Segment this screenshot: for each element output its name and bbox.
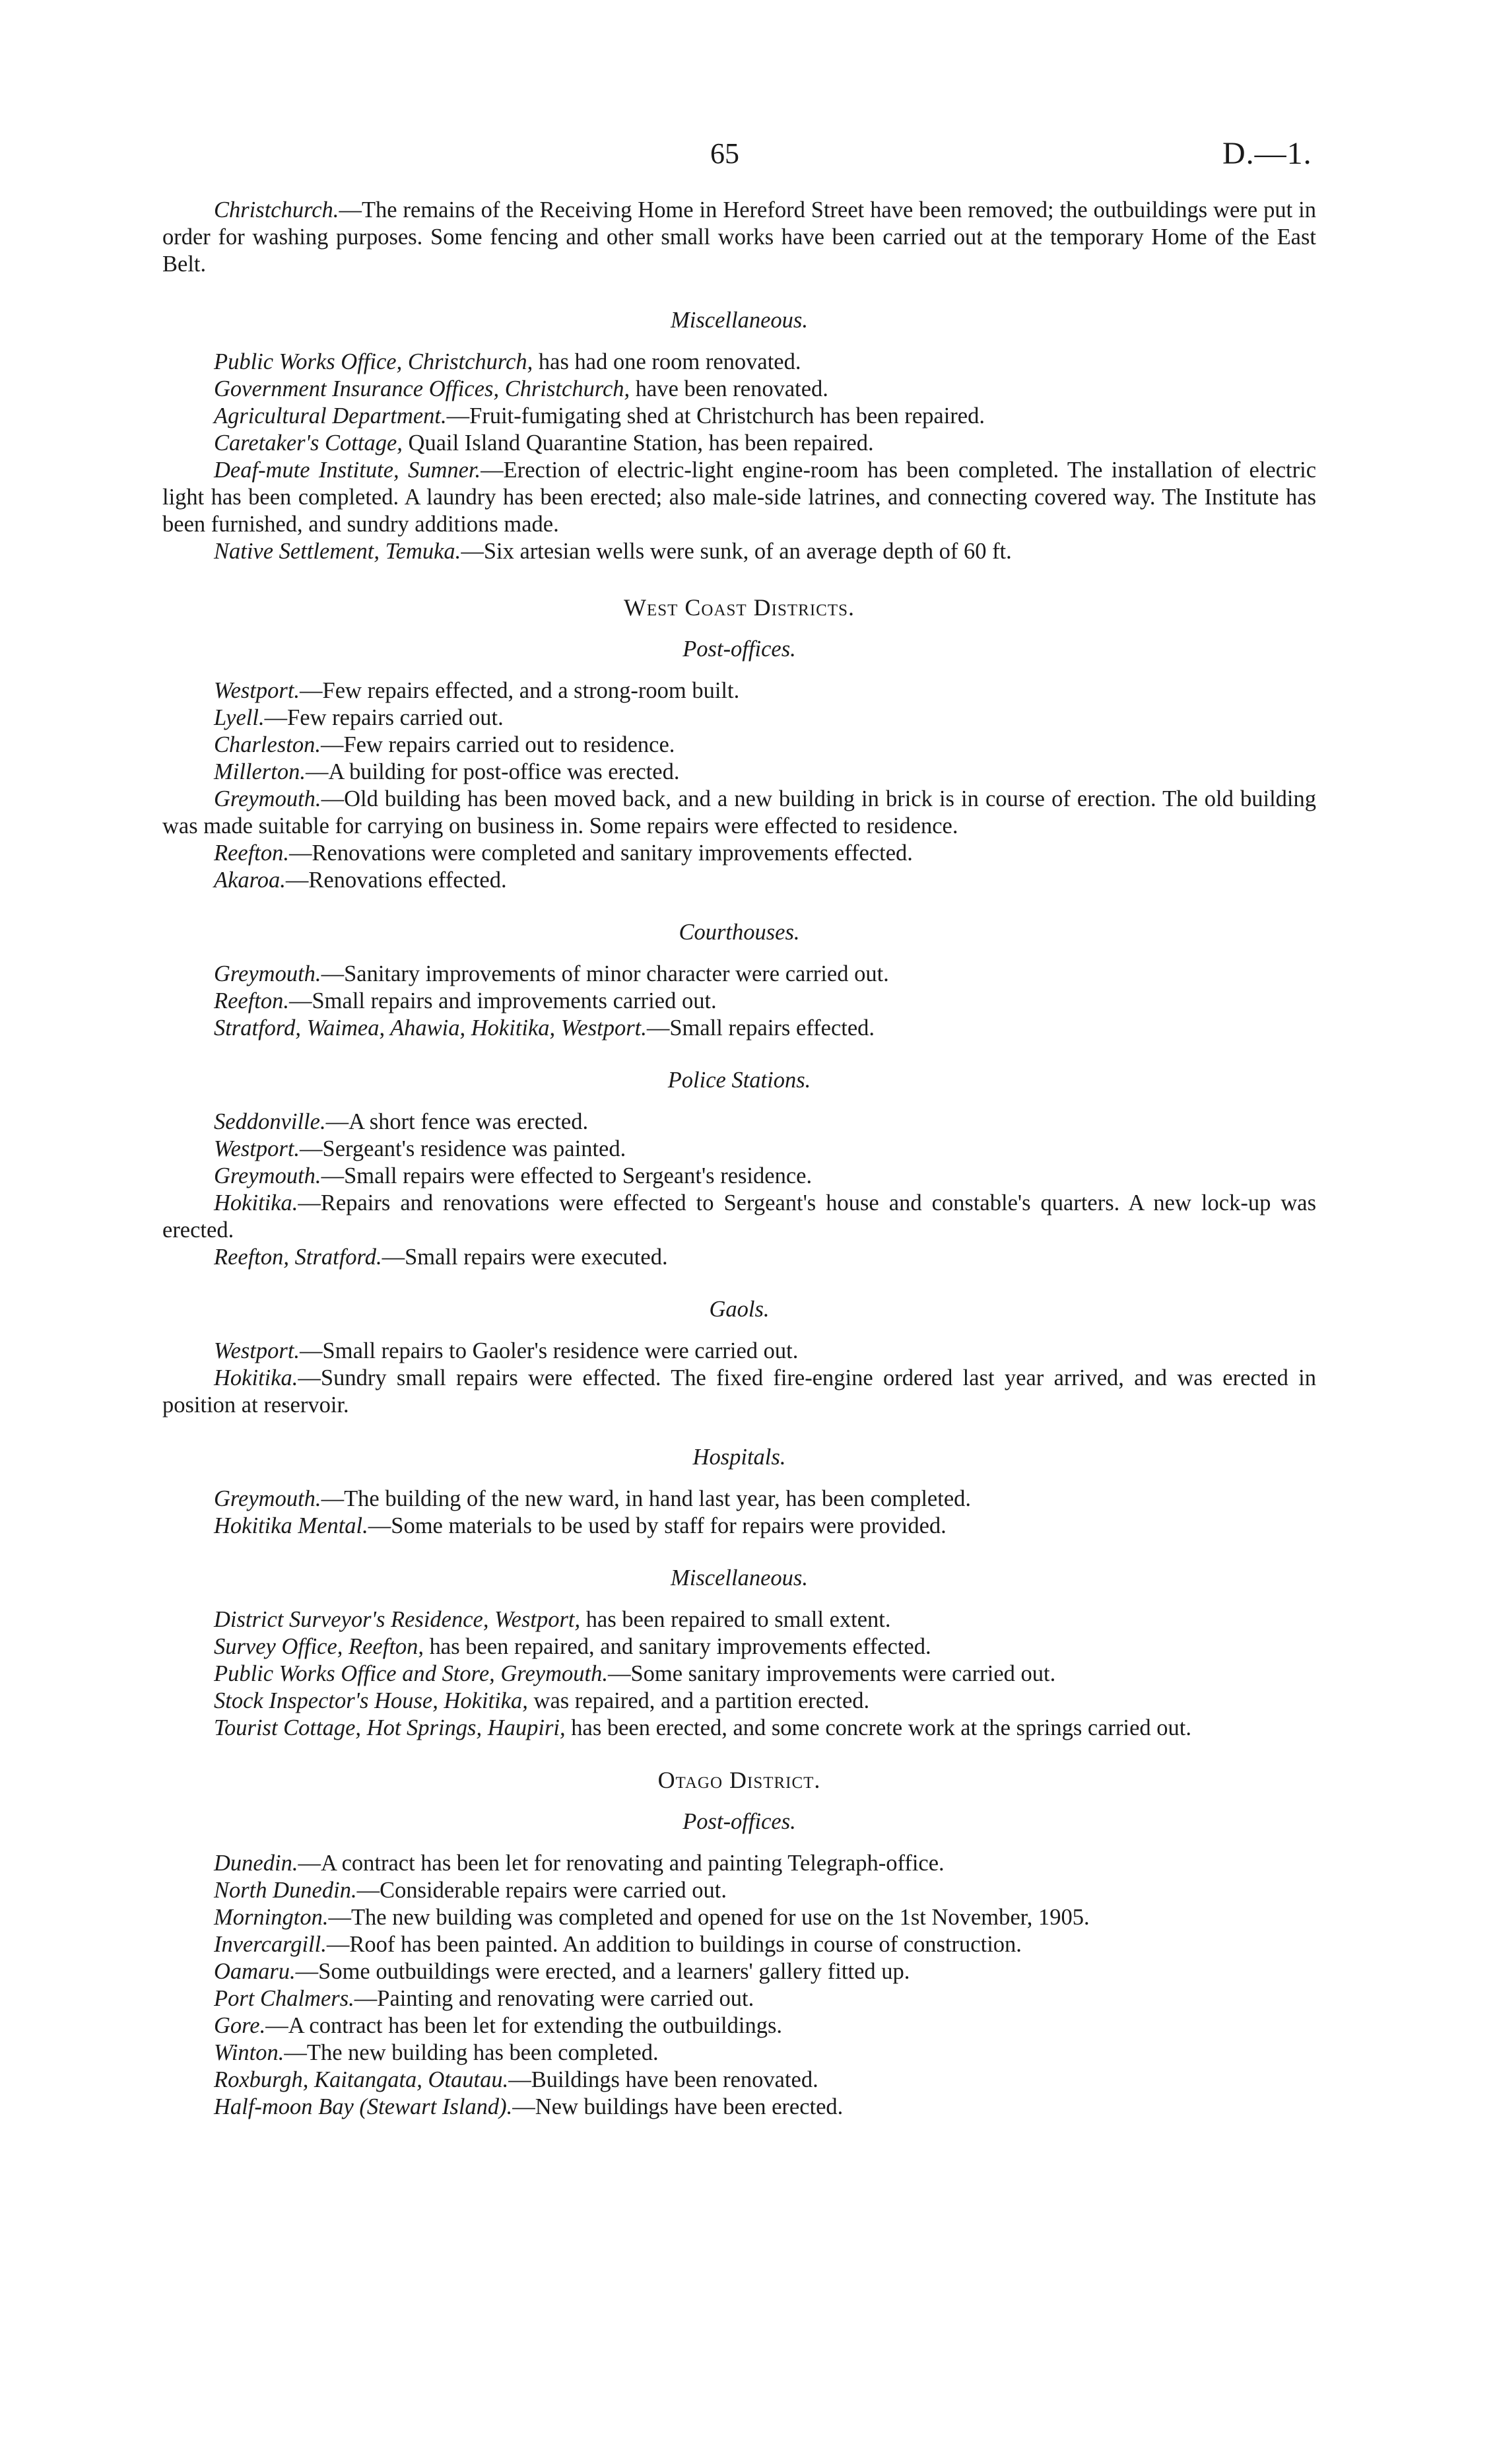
list-item — [162, 677, 1316, 704]
section-heading-hospitals: Hospitals. — [692, 1445, 786, 1470]
place-name: Oamaru. — [214, 1959, 296, 1984]
list-item — [162, 840, 1316, 867]
item-text: has had one room renovated. — [533, 349, 801, 374]
list-item — [162, 376, 1316, 403]
list-item — [162, 1486, 1316, 1513]
list-item — [162, 2094, 1316, 2121]
place-name: Westport. — [214, 678, 300, 703]
list-item — [162, 759, 1316, 786]
item-text: —Roof has been painted. An addition to buildings in course of construction. — [326, 1932, 1022, 1957]
list-item — [162, 988, 1316, 1015]
item-text: —Some outbuildings were erected, and a learners' gallery fitted up. — [295, 1959, 910, 1984]
item-text: —New buildings have been erected. — [512, 2094, 844, 2119]
item-text: have been renovated. — [630, 376, 828, 401]
list-item — [162, 1958, 1316, 1985]
place-name: Akaroa. — [214, 868, 286, 893]
item-text: —Sanitary improvements of minor character were carried out. — [321, 961, 889, 986]
place-name: Mornington. — [214, 1905, 329, 1930]
page-reference: D.—1. — [1222, 136, 1312, 171]
paragraph-christchurch — [162, 197, 1316, 278]
list-item — [162, 704, 1316, 732]
list-item — [162, 1688, 1316, 1715]
item-text: —A building for post-office was erected. — [305, 759, 680, 784]
item-text: —Some sanitary improvements were carried out. — [607, 1661, 1056, 1686]
list-item — [162, 2012, 1316, 2039]
place-name: Reefton. — [214, 988, 289, 1013]
item-text: Quail Island Quarantine Station, has been repaired. — [402, 430, 874, 456]
item-text: —Erection of electric-light engine-room has been completed. The installation of electric light has been completed. A laundry has been erected; also male-side latrines, and connecting covered way. The Institute has been furnished, and sundry additions made. — [162, 458, 1317, 537]
list-item — [162, 786, 1316, 840]
place-name: Public Works Office and Store, Greymouth. — [214, 1661, 608, 1686]
item-text: —Renovations were completed and sanitary improvements effected. — [289, 840, 913, 866]
place-name: District Surveyor's Residence, Westport, — [214, 1607, 581, 1632]
list-item — [162, 1513, 1316, 1540]
place-name: Hokitika. — [214, 1190, 298, 1215]
item-text: —Sundry small repairs were effected. The fixed fire-engine ordered last year arrived, and was erected in position at reservoir. — [162, 1365, 1316, 1418]
list-item — [162, 1877, 1316, 1904]
place-name: Dunedin. — [214, 1851, 298, 1876]
item-text: —Renovations effected. — [285, 868, 507, 893]
item-text: —Few repairs effected, and a strong-room built. — [300, 678, 740, 703]
list-item — [162, 732, 1316, 759]
place-name: Charleston. — [214, 732, 321, 757]
place-name: Millerton. — [214, 759, 306, 784]
place-name: Public Works Office, Christchurch, — [214, 349, 533, 374]
place-name: Invercargill. — [214, 1932, 327, 1957]
list-item — [162, 1015, 1316, 1042]
list-item — [162, 1660, 1316, 1688]
list-item — [162, 349, 1316, 376]
item-text: —Repairs and renovations were effected to Sergeant's house and constable's quarters. A new lock-up was erected. — [162, 1190, 1316, 1243]
section-heading-police-stations: Police Stations. — [667, 1068, 811, 1093]
item-text: has been erected, and some concrete work at the springs carried out. — [565, 1715, 1191, 1740]
place-name: Deaf-mute Institute, Sumner. — [214, 458, 481, 483]
item-text: —Some materials to be used by staff for repairs were provided. — [368, 1513, 947, 1538]
district-title-otago: Otago District. — [657, 1767, 821, 1793]
place-name: North Dunedin. — [214, 1878, 357, 1903]
list-item — [162, 430, 1316, 457]
place-name: Westport. — [214, 1136, 300, 1161]
list-item — [162, 1190, 1316, 1244]
place-name: Greymouth. — [214, 1163, 321, 1188]
item-text: —Small repairs were executed. — [382, 1245, 668, 1270]
item-text: —Small repairs effected. — [646, 1015, 875, 1041]
place-name: Agricultural Department. — [214, 403, 447, 428]
item-text: —Painting and renovating were carried out. — [354, 1986, 754, 2011]
place-name: Lyell. — [214, 705, 265, 730]
list-item — [162, 1244, 1316, 1271]
item-text: has been repaired to small extent. — [580, 1607, 891, 1632]
place-name: Half-moon Bay (Stewart Island). — [214, 2094, 513, 2119]
place-name: Stratford, Waimea, Ahawia, Hokitika, Westport. — [214, 1015, 647, 1041]
page-header — [0, 136, 1497, 180]
place-name: Winton. — [214, 2040, 284, 2065]
place-name: Port Chalmers. — [214, 1986, 354, 2011]
document-body — [162, 197, 1316, 2121]
section-heading-miscellaneous: Miscellaneous. — [671, 308, 808, 333]
place-name: Hokitika. — [214, 1365, 298, 1390]
list-item — [162, 1985, 1316, 2012]
place-name: Native Settlement, Temuka. — [214, 539, 461, 564]
list-item — [162, 1633, 1316, 1660]
list-item — [162, 403, 1316, 430]
item-text: has been repaired, and sanitary improvements effected. — [424, 1634, 931, 1659]
place-name: Reefton, Stratford. — [214, 1245, 382, 1270]
item-text: —Old building has been moved back, and a new building in brick is in course of erection. The old building was made suitable for carrying on business in. Some repairs were effected to residence. — [162, 786, 1316, 838]
item-text: —The new building has been completed. — [284, 2040, 659, 2065]
place-name: Seddonville. — [214, 1109, 326, 1134]
place-name: Survey Office, Reefton, — [214, 1634, 424, 1659]
item-text: —Small repairs and improvements carried out. — [289, 988, 717, 1013]
list-item — [162, 1338, 1316, 1365]
district-title-west-coast: West Coast Districts. — [623, 594, 855, 621]
place-name: Caretaker's Cottage, — [214, 430, 403, 456]
item-text: —Small repairs to Gaoler's residence were carried out. — [300, 1338, 799, 1363]
place-name: Stock Inspector's House, Hokitika, — [214, 1688, 528, 1713]
list-item — [162, 1365, 1316, 1419]
item-text: —A contract has been let for extending the outbuildings. — [265, 2013, 783, 2038]
section-heading-courthouses: Courthouses. — [679, 920, 800, 945]
page-number: 65 — [710, 137, 739, 170]
place-name: Reefton. — [214, 840, 289, 866]
section-heading-gaols: Gaols. — [709, 1297, 770, 1322]
section-heading-post-offices-otago: Post-offices. — [682, 1809, 796, 1834]
item-text: —Sergeant's residence was painted. — [300, 1136, 626, 1161]
item-text: —Few repairs carried out to residence. — [320, 732, 675, 757]
place-name: Tourist Cottage, Hot Springs, Haupiri, — [214, 1715, 566, 1740]
list-item — [162, 1904, 1316, 1931]
place-name: Westport. — [214, 1338, 300, 1363]
item-text: —A short fence was erected. — [325, 1109, 589, 1134]
place-name: Christchurch. — [214, 197, 339, 222]
list-item — [162, 867, 1316, 894]
place-name: Government Insurance Offices, Christchurch, — [214, 376, 630, 401]
list-item — [162, 1850, 1316, 1877]
item-text: —The new building was completed and opened for use on the 1st November, 1905. — [328, 1905, 1090, 1930]
list-item — [162, 1109, 1316, 1136]
item-text: —Small repairs were effected to Sergeant's residence. — [321, 1163, 813, 1188]
item-text: —The building of the new ward, in hand last year, has been completed. — [321, 1486, 972, 1511]
list-item — [162, 538, 1316, 565]
place-name: Roxburgh, Kaitangata, Otautau. — [214, 2067, 509, 2092]
list-item — [162, 1715, 1316, 1742]
paragraph-text: —The remains of the Receiving Home in Hereford Street have been removed; the outbuildings were put in order for washing purposes. Some fencing and other small works have been carried out at the temporary Home of the East Belt. — [162, 197, 1316, 277]
place-name: Greymouth. — [214, 1486, 321, 1511]
list-item — [162, 457, 1316, 538]
list-item — [162, 2039, 1316, 2067]
item-text: —Few repairs carried out. — [264, 705, 504, 730]
section-heading-miscellaneous-west-coast: Miscellaneous. — [671, 1565, 808, 1591]
item-text: —A contract has been let for renovating and painting Telegraph-office. — [298, 1851, 945, 1876]
item-text: was repaired, and a partition erected. — [527, 1688, 870, 1713]
list-item — [162, 1931, 1316, 1958]
item-text: —Buildings have been renovated. — [508, 2067, 818, 2092]
place-name: Hokitika Mental. — [214, 1513, 368, 1538]
list-item — [162, 961, 1316, 988]
section-heading-post-offices: Post-offices. — [682, 636, 796, 662]
place-name: Greymouth. — [214, 961, 321, 986]
place-name: Greymouth. — [214, 786, 321, 811]
list-item — [162, 2067, 1316, 2094]
item-text: —Fruit-fumigating shed at Christchurch has been repaired. — [446, 403, 985, 428]
place-name: Gore. — [214, 2013, 266, 2038]
item-text: —Six artesian wells were sunk, of an average depth of 60 ft. — [461, 539, 1012, 564]
item-text: —Considerable repairs were carried out. — [356, 1878, 727, 1903]
list-item — [162, 1606, 1316, 1633]
list-item — [162, 1136, 1316, 1163]
list-item — [162, 1163, 1316, 1190]
